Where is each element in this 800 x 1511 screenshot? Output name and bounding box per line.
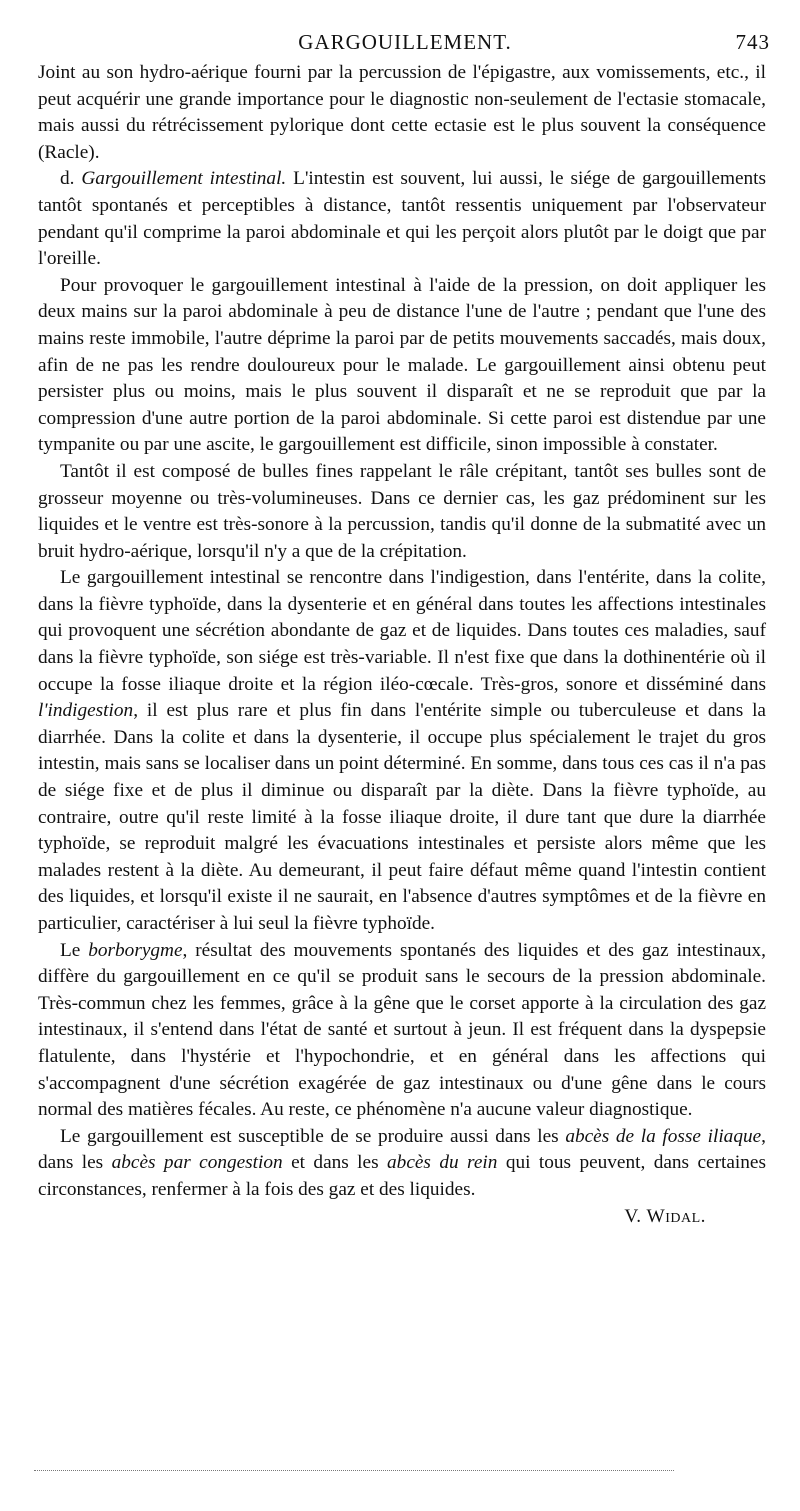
text-run: et dans les bbox=[282, 1152, 388, 1174]
italic-term: l'indigestion bbox=[38, 700, 134, 722]
text-run: Le bbox=[60, 939, 89, 961]
italic-term: borborygme bbox=[88, 939, 183, 961]
italic-term: abcès du rein bbox=[387, 1152, 498, 1174]
text-run: Tantôt il est composé de bulles fines rappelant le râle crépitant, tantôt ses bulles sont de grosseur moyenne ou très-volumineuses. Dans ce dernier cas, les gaz prédominent sur les liquides et le ventre est très-sonore à la percussion, tandis qu'il donne de la submatité avec un bruit hydro-aérique, lorsqu'il n'y a que de la crépitation. bbox=[38, 460, 766, 562]
text-run: L'intestin est souvent, lui aussi, le siége de gargouillements tantôt spontanés et perceptibles à distance, tantôt ressentis uniquement par l'observateur pendant qu'il comprime la paroi abdominale et qui les perçoit alors plutôt par le doigt que par l'oreille. bbox=[38, 168, 767, 270]
paragraph bbox=[38, 459, 766, 565]
running-header bbox=[40, 30, 770, 58]
author-signature: V. Widal. bbox=[624, 1205, 706, 1227]
text-run: Joint au son hydro-aérique fourni par la percussion de l'épigastre, aux vomissements, etc., il peut acquérir une grande importance pour le diagnostic non-seulement de l'ectasie stomacale, mais aussi du rétrécissement pylorique dont cette ectasie est le plus souvent la conséquence (Racle). bbox=[38, 62, 766, 163]
text-run: Le gargouillement est susceptible de se produire aussi dans les bbox=[60, 1125, 566, 1147]
paragraph bbox=[38, 565, 766, 937]
footer-dotted-rule bbox=[34, 1470, 674, 1471]
article-body bbox=[38, 60, 766, 1230]
text-run: qui tous peuvent, dans certaines circonstances, renfermer à la fois des gaz et des liquides. bbox=[38, 1152, 766, 1200]
italic-term: Gargouillement intestinal. bbox=[81, 168, 287, 190]
paragraph bbox=[38, 166, 766, 272]
paragraph bbox=[38, 1124, 766, 1204]
text-run: Pour provoquer le gargouillement intestinal à l'aide de la pression, on doit appliquer les deux mains sur la paroi abdominale à peu de distance l'une de l'autre ; pendant que l'une des mains reste immobile, l'autre déprime la paroi par de petits mouvements saccadés, mais doux, afin de ne pas les rendre douloureux pour le malade. Le gargouillement ainsi obtenu peut persister plus ou moins, mais le plus souvent il disparaît et ne se reproduit que par la compression d'une autre portion de la paroi abdominale. Si cette paroi est distendue par une tympanite ou par une ascite, le gargouillement est difficile, sinon impossible à constater. bbox=[38, 274, 766, 456]
paragraph bbox=[38, 938, 766, 1124]
italic-term: abcès de la fosse iliaque bbox=[565, 1125, 762, 1147]
paragraph bbox=[38, 60, 766, 166]
italic-term: abcès par congestion bbox=[111, 1152, 283, 1174]
running-title: GARGOUILLEMENT. bbox=[298, 30, 512, 54]
text-run: , il est plus rare et plus fin dans l'entérite simple ou tuberculeuse et dans la diarrhée. Dans la colite et dans la dysenterie, il occupe plus spécialement le trajet du gros intestin, mais sans se localiser dans un point déterminé. En somme, dans tous ces cas il n'a pas de siége fixe et de plus il diminue ou disparaît par la diète. Dans la fièvre typhoïde, au contraire, outre qu'il reste limité à la fosse iliaque droite, il dure tant que dure la diarrhée typhoïde, se reproduit malgré les évacuations intestinales et persiste alors même que les malades restent à la diète. Au demeurant, il peut faire défaut même quand l'intestin contient des liquides, et lorsqu'il existe il ne saurait, en l'absence d'autres symptômes et de la fièvre en particulier, caractériser à lui seul la fièvre typhoïde. bbox=[38, 700, 766, 934]
page-number: 743 bbox=[735, 30, 770, 54]
text-run: d. bbox=[60, 168, 82, 190]
text-run: Le gargouillement intestinal se rencontre dans l'indigestion, dans l'entérite, dans la colite, dans la fièvre typhoïde, dans la dysenterie et en général dans toutes les affections intestinales qui provoquent une sécrétion abondante de gaz et de liquides. Dans toutes ces maladies, sauf dans la fièvre typhoïde, son siége est très-variable. Il n'est fixe que dans la dothinentérie où il occupe la fosse iliaque droite et la région iléo-cœcale. Très-gros, sonore et disséminé dans bbox=[38, 567, 766, 695]
text-run: , résultat des mouvements spontanés des liquides et des gaz intestinaux, diffère du gargouillement en ce qu'il se produit sans le secours de la pression abdominale. Très-commun chez les femmes, grâce à la gêne que le corset apporte à la circulation des gaz intestinaux, il s'entend dans l'état de santé et surtout à jeun. Il est fréquent dans la dyspepsie flatulente, dans l'hystérie et l'hypochondrie, et en général dans les affections qui s'accompagnent d'une sécrétion exagérée de gaz intestinaux ou d'une gêne dans le cours normal des matières fécales. Au reste, ce phénomène n'a aucune valeur diagnostique. bbox=[38, 939, 766, 1121]
paragraph bbox=[38, 273, 766, 459]
text-run: , dans les bbox=[38, 1125, 766, 1174]
